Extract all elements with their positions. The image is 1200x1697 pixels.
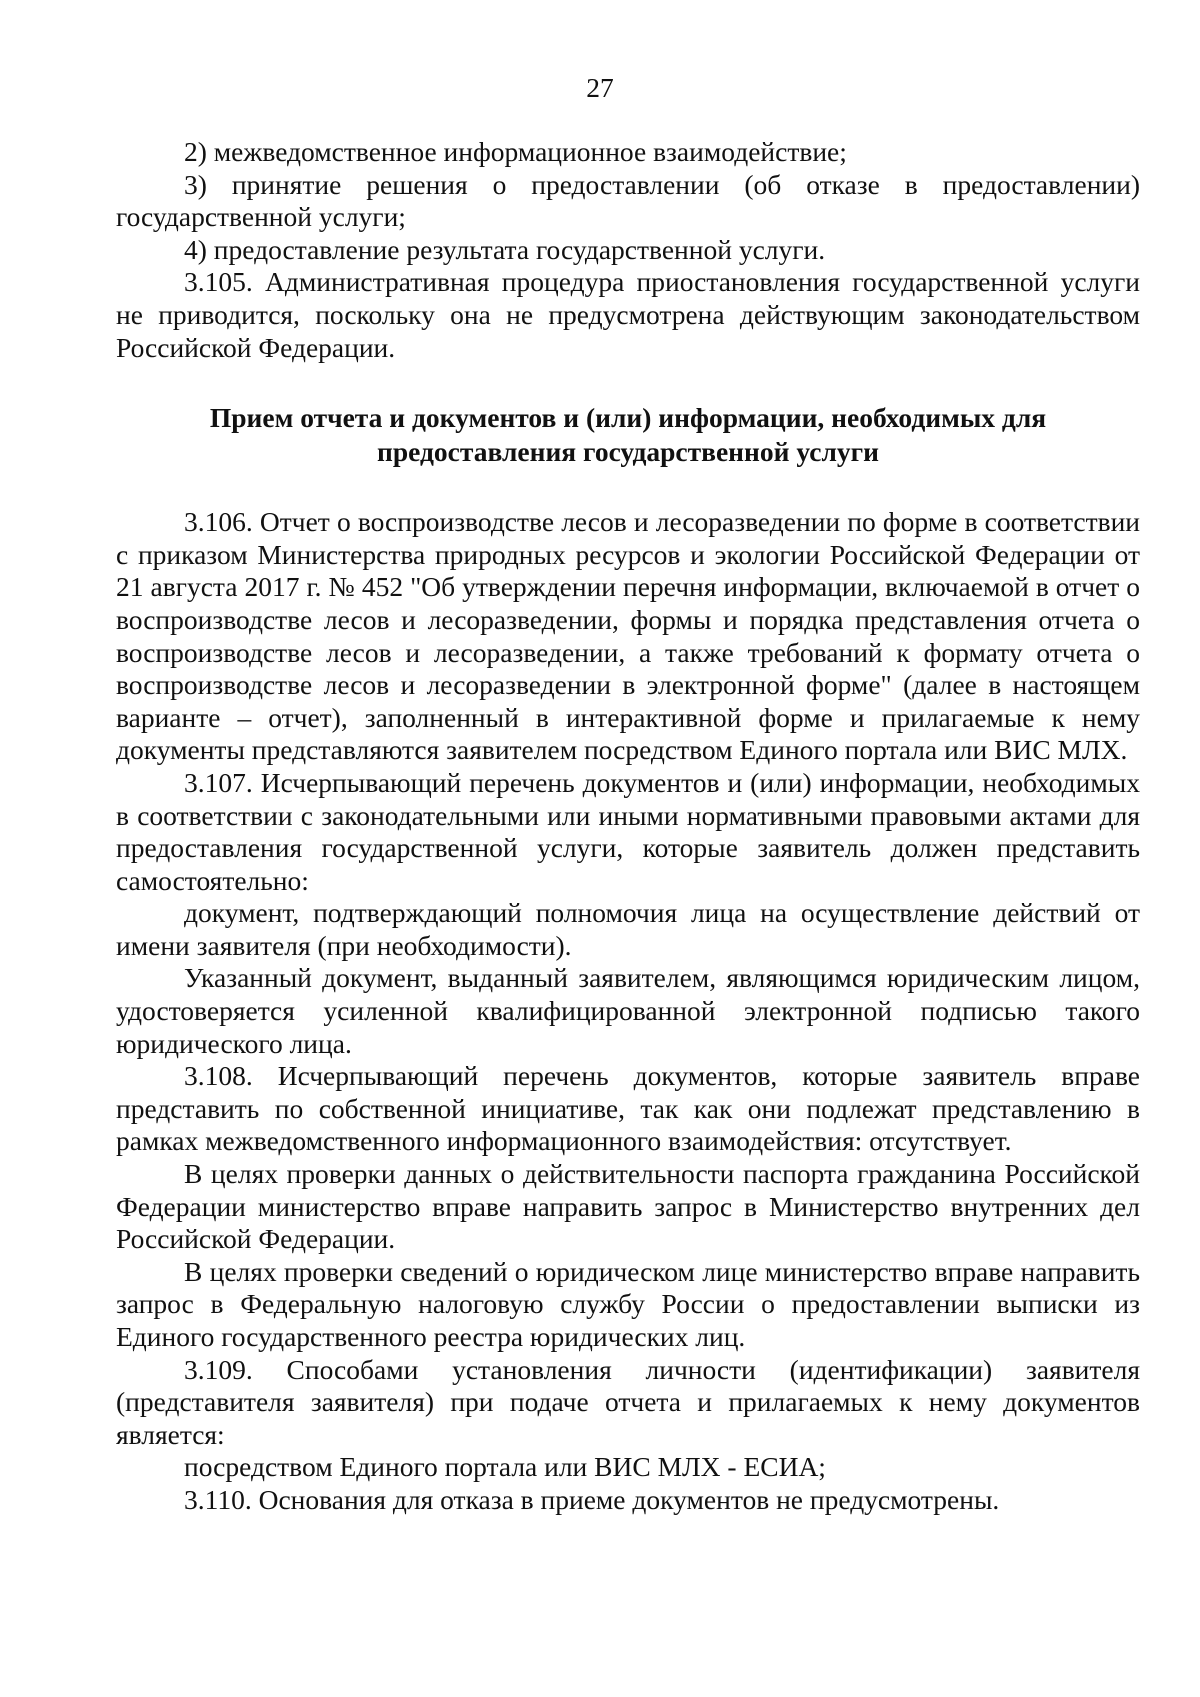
section-heading-line-2: предоставления государственной услуги — [377, 436, 879, 468]
paragraph-3-109: 3.109. Способами установления личности (идентификации) заявителя (представителя заявителя) при подаче отчета и прилагаемых к нему документов является: — [116, 1353, 1140, 1450]
paragraph-authority-document: документ, подтверждающий полномочия лица на осуществление действий от имени заявителя (при необходимости). — [116, 897, 1140, 961]
list-item-2: 2) межведомственное информационное взаимодействие; — [184, 136, 847, 167]
paragraph-passport-check: В целях проверки данных о действительности паспорта гражданина Российской Федерации министерство вправе направить запрос в Министерство внутренних дел Российской Федерации. — [116, 1158, 1140, 1255]
page-number: 27 — [586, 72, 614, 103]
paragraph-3-105: 3.105. Административная процедура приостановления государственной услуги не приводится, поскольку она не предусмотрена действующим законодательством Российской Федерации. — [116, 266, 1140, 363]
paragraph-signature-requirement: Указанный документ, выданный заявителем, являющимся юридическим лицом, удостоверяется усиленной квалифицированной электронной подписью такого юридического лица. — [116, 962, 1140, 1059]
paragraph-3-106: 3.106. Отчет о воспроизводстве лесов и лесоразведении по форме в соответствии с приказом Министерства природных ресурсов и экологии Российской Федерации от 21 августа 2017 г. № 452 "Об утверждении перечня информации, включаемой в отчет о воспроизводстве лесов и лесоразведении, формы и порядка представления отчета о воспроизводстве лесов и лесоразведении, а также требований к формату отчета о воспроизводстве лесов и лесоразведении в электронной форме" (далее в настоящем варианте – отчет), заполненный в интерактивной форме и прилагаемые к нему документы представляются заявителем посредством Единого портала или ВИС МЛХ. — [116, 506, 1140, 766]
section-heading — [116, 401, 1140, 469]
list-item-3: 3) принятие решения о предоставлении (об отказе в предоставлении) государственной услуги; — [116, 168, 1140, 233]
paragraph-3-110: 3.110. Основания для отказа в приеме документов не предусмотрены. — [184, 1483, 1000, 1515]
section-heading-line-1: Прием отчета и документов и (или) информации, необходимых для — [209, 402, 1047, 434]
list-item-4: 4) предоставление результата государственной услуги. — [184, 233, 826, 265]
document-body — [116, 136, 1140, 1517]
paragraph-identification-method: посредством Единого портала или ВИС МЛХ - ЕСИА; — [184, 1451, 826, 1483]
paragraph-legal-entity-check: В целях проверки сведений о юридическом лице министерство вправе направить запрос в Федеральную налоговую службу России о предоставлении выписки из Единого государственного реестра юридических лиц. — [116, 1255, 1140, 1352]
paragraph-3-107: 3.107. Исчерпывающий перечень документов и (или) информации, необходимых в соответствии с законодательными или иными нормативными правовыми актами для предоставления государственной услуги, которые заявитель должен представить самостоятельно: — [116, 766, 1140, 896]
paragraph-3-108: 3.108. Исчерпывающий перечень документов, которые заявитель вправе представить по собственной инициативе, так как они подлежат представлению в рамках межведомственного информационного взаимодействия: отсутствует. — [116, 1060, 1140, 1157]
